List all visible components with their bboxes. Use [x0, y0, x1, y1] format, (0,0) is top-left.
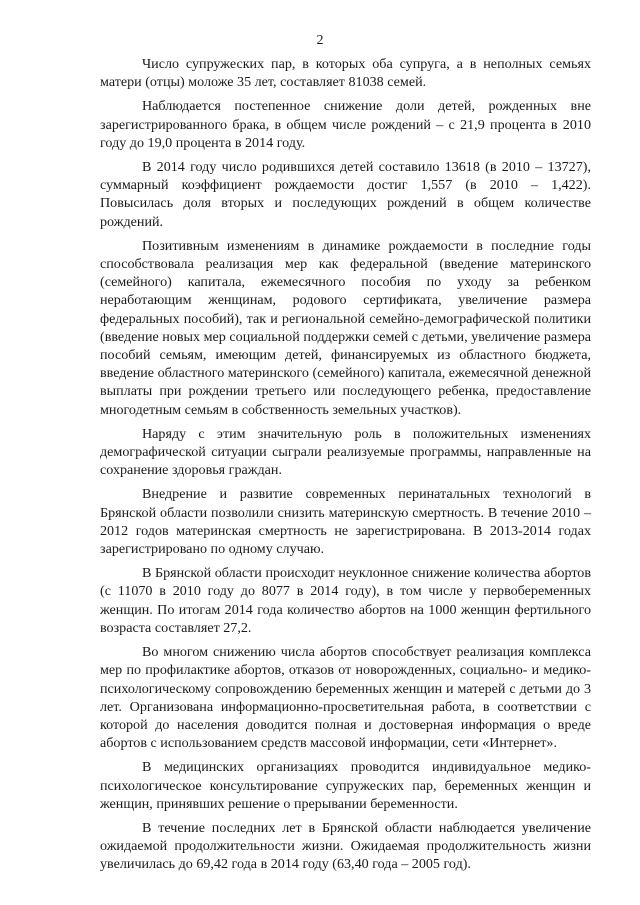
paragraph-couples: Число супружеских пар, в которых оба супруга, а в неполных семьях матери (отцы) моложе 35 лет, составляет 81038 семей. — [100, 56, 591, 91]
paragraph-health-programs: Наряду с этим значительную роль в положительных изменениях демографической ситуации сыграли реализуемые программы, направленные на сохранение здоровья граждан. — [100, 425, 591, 479]
document-body — [100, 55, 591, 880]
page-number: 2 — [316, 33, 324, 48]
paragraph-life-expectancy: В течение последних лет в Брянской области наблюдается увеличение ожидаемой продолжительности жизни. Ожидаемая продолжительность жизни увеличилась до 69,42 года в 2014 году (63,40 года – 2005 год). — [100, 819, 591, 873]
paragraph-counseling: В медицинских организациях проводится индивидуальное медико-психологическое консультирование супружеских пар, беременных женщин и женщин, принявших решение о прерывании беременности. — [100, 759, 591, 812]
paragraph-abortion-prevention: Во многом снижению числа абортов способствует реализация комплекса мер по профилактике абортов, отказов от новорожденных, социально- и медико-психологическому сопровождению беременных женщин и матерей с детьми до 3 лет. Организована информационно-просветительная работа, в соответствии с которой до населения доводится полная и достоверная информация о вреде абортов с использованием средств массовой информации, сети «Интернет». — [100, 644, 591, 752]
paragraph-perinatal: Внедрение и развитие современных перинатальных технологий в Брянской области позволили снизить материнскую смертность. В течение 2010 – 2012 годов материнская смертность не зарегистрирована. В 2013-2014 годах зарегистрировано по одному случаю. — [100, 486, 591, 558]
paragraph-birth-policy: Позитивным изменениям в динамике рождаемости в последние годы способствовала реализация мер как федеральной (введение материнского (семейного) капитала, ежемесячного пособия по уходу за ребенком неработающим женщинам, родового сертификата, увеличение размера федеральных пособий), так и региональной семейно-демографической политики (введение новых мер социальной поддержки семей с детьми, увеличение размера пособий семьям, имеющим детей, финансируемых из областного бюджета, введение областного материнского (семейного) капитала, ежемесячной денежной выплаты при рождении третьего или последующего ребенка, предоставление многодетным семьям в собственность земельных участков). — [100, 237, 591, 418]
paragraph-out-of-wedlock-births: Наблюдается постепенное снижение доли детей, рожденных вне зарегистрированного брака, в общем числе рождений – с 21,9 процента в 2010 году до 19,0 процента в 2014 году. — [100, 98, 591, 151]
paragraph-abortions: В Брянской области происходит неуклонное снижение количества абортов (с 11070 в 2010 году до 8077 в 2014 году), в том числе у первобеременных женщин. По итогам 2014 года количество абортов на 1000 женщин фертильного возраста составляет 27,2. — [100, 565, 591, 636]
paragraph-birth-count: В 2014 году число родившихся детей составило 13618 (в 2010 – 13727), суммарный коэффициент рождаемости достиг 1,557 (в 2010 – 1,422). Повысилась доля вторых и последующих рождений в общем количестве рождений. — [100, 159, 591, 230]
